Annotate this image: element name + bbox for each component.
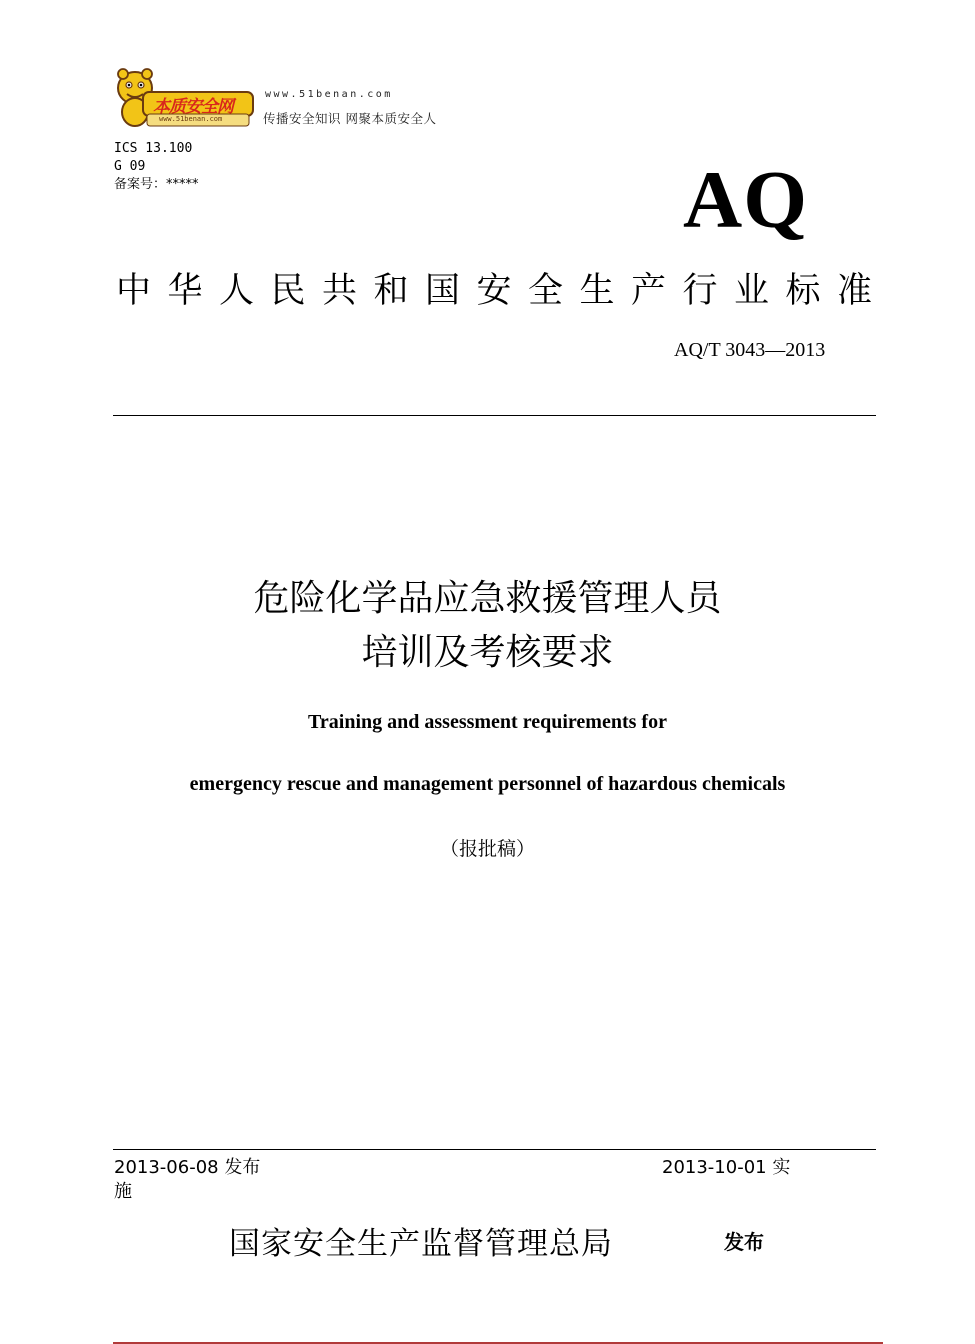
ccs-code: G 09 <box>114 159 146 174</box>
logo-badge-url: www.51benan.com <box>159 115 223 123</box>
draft-status: （报批稿） <box>439 838 535 860</box>
standard-number: AQ/T 3043—2013 <box>674 339 826 361</box>
site-url[interactable]: www.51benan.com <box>265 89 393 100</box>
bottom-divider <box>113 1149 876 1150</box>
top-divider <box>113 415 876 416</box>
english-title-line2: emergency rescue and management personnel of hazardous chemicals <box>189 773 786 795</box>
document-title-line1: 危险化学品应急救援管理人员 <box>253 578 722 619</box>
effective-date-wrap: 施 <box>114 1181 132 1202</box>
publish-date: 2013-06-08 发布 <box>114 1157 261 1178</box>
english-title-line1: Training and assessment requirements for <box>308 711 667 733</box>
standard-category-title: 中华人民共和国安全生产行业标准 <box>116 271 889 311</box>
site-slogan: 传播安全知识 网聚本质安全人 <box>263 111 437 126</box>
filing-number: 备案号：***** <box>114 177 199 192</box>
effective-date: 2013-10-01 实 <box>662 1157 791 1178</box>
document-title-line2: 培训及考核要求 <box>361 632 614 673</box>
issuing-authority: 国家安全生产监督管理总局 <box>229 1226 613 1262</box>
site-logo[interactable] <box>113 66 253 130</box>
ics-code: ICS 13.100 <box>114 141 193 156</box>
issuer-suffix: 发布 <box>724 1230 764 1254</box>
logo-badge-text: 本质安全网 <box>153 97 233 117</box>
standard-mark: AQ <box>683 154 808 245</box>
